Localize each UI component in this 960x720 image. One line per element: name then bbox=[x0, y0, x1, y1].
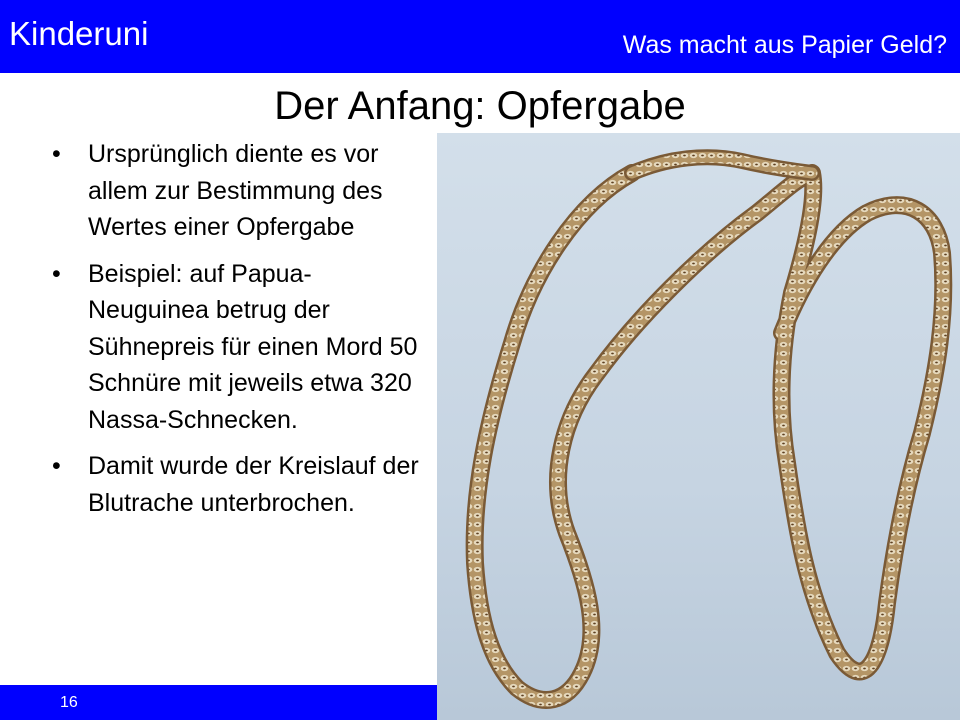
bullet-item bbox=[52, 256, 430, 439]
bullet-dot-icon: • bbox=[52, 452, 61, 480]
bullet-text: Beispiel: auf Papua-Neuguinea betrug der Sühnepreis für einen Mord 50 Schnüre mit jeweils etwa 320 Nassa-Schnecken. bbox=[88, 259, 418, 434]
bullet-dot-icon: • bbox=[52, 259, 61, 288]
bullet-text: Ursprünglich diente es vor allem zur Bestimmung des Wertes einer Opfergabe bbox=[88, 140, 383, 241]
necklace-illustration bbox=[437, 133, 960, 720]
bullet-list bbox=[52, 136, 430, 531]
slide-title: Der Anfang: Opfergabe bbox=[274, 84, 686, 128]
header-subtitle: Was macht aus Papier Geld? bbox=[622, 31, 947, 59]
page-number: 16 bbox=[60, 694, 78, 711]
bullet-item bbox=[52, 136, 430, 246]
bullet-text: Damit wurde der Kreislauf der Blutrache unterbrochen. bbox=[88, 452, 419, 517]
header-bar bbox=[0, 0, 960, 73]
bullet-item bbox=[52, 448, 430, 521]
shell-necklace-photo bbox=[437, 133, 960, 720]
brand-title: Kinderuni bbox=[9, 15, 149, 52]
bullet-dot-icon: • bbox=[52, 140, 61, 168]
